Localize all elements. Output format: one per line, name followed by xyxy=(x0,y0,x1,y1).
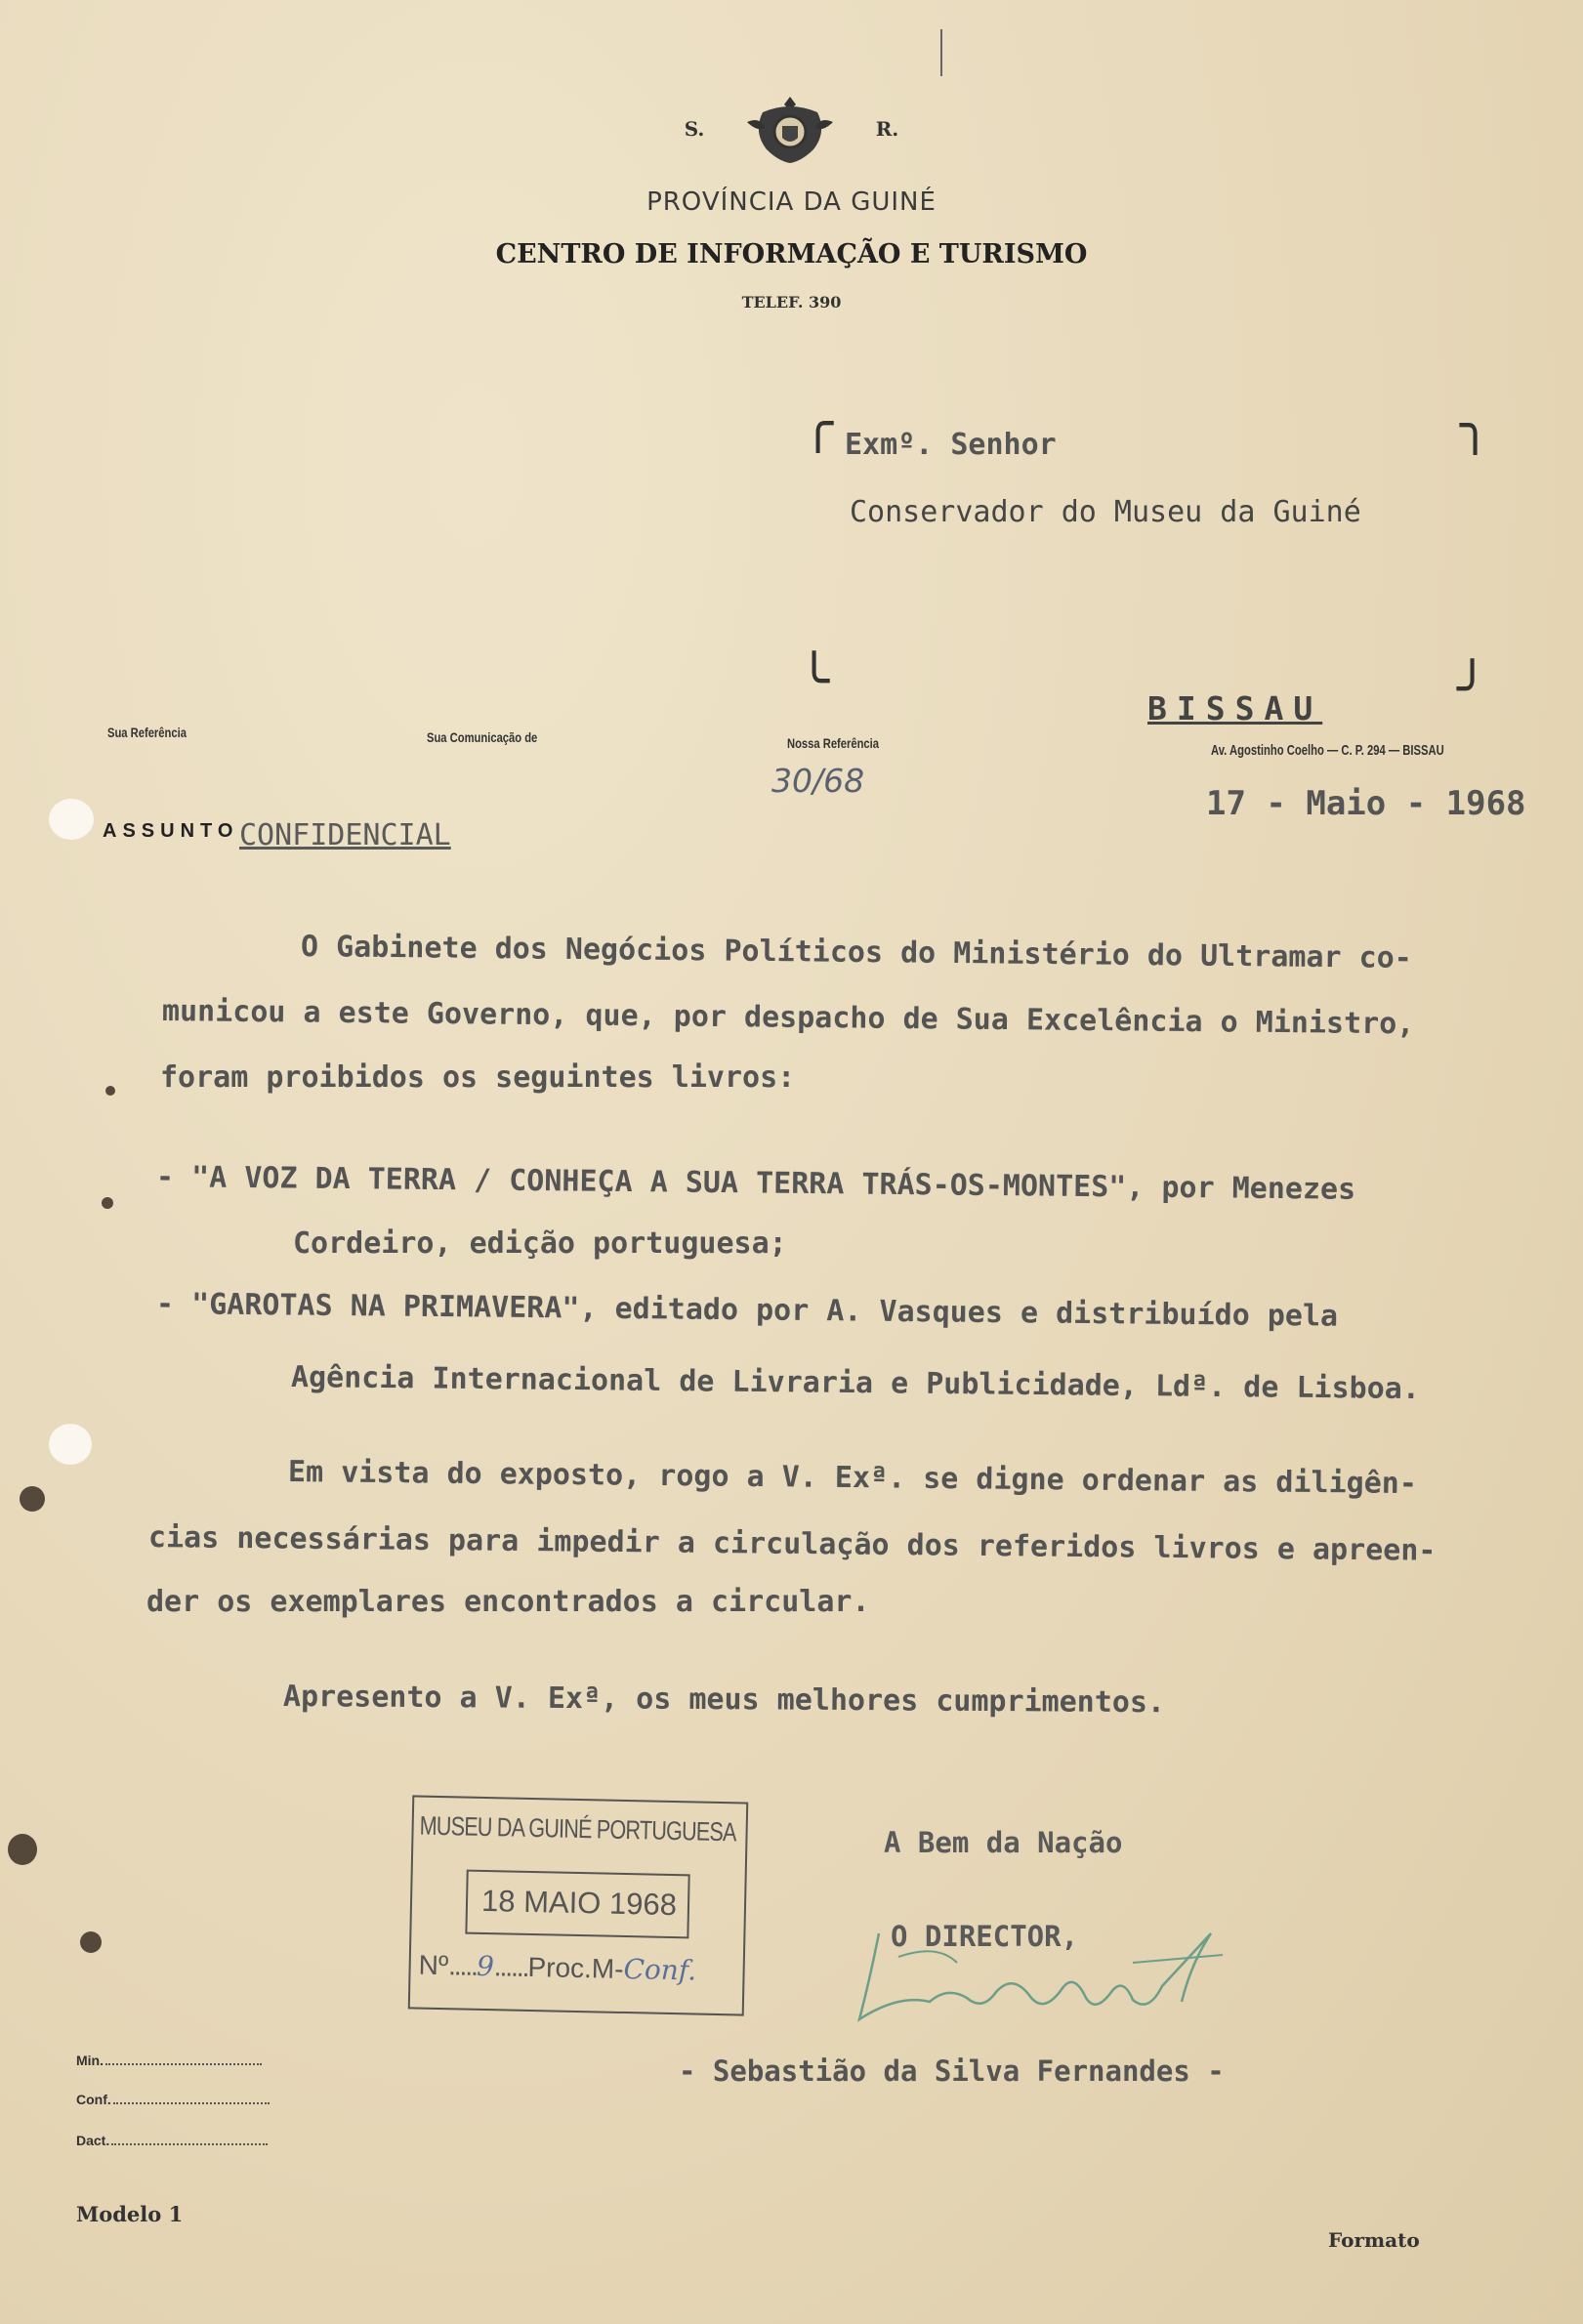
letter-s: S. xyxy=(684,117,705,141)
conf-label: Conf. xyxy=(76,2092,111,2107)
punch-hole-top xyxy=(49,799,94,840)
stain xyxy=(20,1486,45,1512)
stain xyxy=(80,1931,102,1953)
sender-address: Av. Agostinho Coelho — C. P. 294 — BISSAU xyxy=(1211,742,1444,759)
body-line: Cordeiro, edição portuguesa; xyxy=(293,1226,787,1261)
stamp-title: MUSEU DA GUINÉ PORTUGUESA xyxy=(419,1810,736,1847)
handwritten-signature xyxy=(840,1904,1230,2041)
subject-value: CONFIDENCIAL xyxy=(239,818,451,852)
nossa-referencia-label: Nossa Referência xyxy=(787,735,880,751)
city: BISSAU xyxy=(1147,689,1323,727)
body-line: der os exemplares encontrados a circular. xyxy=(146,1585,870,1619)
stain xyxy=(8,1834,37,1865)
address-window-corner: ╭ xyxy=(803,394,834,453)
closing-motto: A Bem da Nação xyxy=(884,1826,1123,1859)
letter-r: R. xyxy=(875,117,899,141)
min-field xyxy=(76,2053,262,2068)
fold-line xyxy=(940,29,942,76)
address-window-corner: ╰ xyxy=(799,652,830,711)
body-line: foram proibidos os seguintes livros: xyxy=(160,1060,796,1095)
signatory-name: - Sebastião da Silva Fernandes - xyxy=(679,2054,1225,2088)
signatory-role: O DIRECTOR, xyxy=(891,1920,1079,1953)
department-name: CENTRO DE INFORMAÇÃO E TURISMO xyxy=(495,239,1088,270)
letterhead-seal-row xyxy=(0,93,1583,165)
body-line: - "GAROTAS NA PRIMAVERA", editado por A. Vasques e distribuído pela xyxy=(155,1287,1339,1334)
sua-comunicacao-label: Sua Comunicação de xyxy=(427,729,538,745)
sua-referencia-label: Sua Referência xyxy=(107,725,187,740)
stain xyxy=(102,1197,113,1209)
body-line: - "A VOZ DA TERRA / CONHEÇA A SUA TERRA TRÁS-OS-MONTES", por Menezes xyxy=(155,1160,1356,1207)
telephone: TELEF. 390 xyxy=(741,293,842,311)
body-line: Apresento a V. Exª, os meus melhores cumprimentos. xyxy=(282,1680,1166,1721)
form-format: Formato xyxy=(1328,2228,1420,2252)
address-window-corner: ╮ xyxy=(1460,396,1491,455)
stamp-proc-label: Proc.M xyxy=(527,1951,615,1984)
museum-receipt-stamp xyxy=(408,1795,749,2015)
body-line: Agência Internacional de Livraria e Publicidade, Ldª. de Lisboa. xyxy=(290,1360,1421,1407)
stamp-date: 18 MAIO 1968 xyxy=(480,1883,678,1923)
stamp-number-row: Nº.....9......Proc.M-Conf. xyxy=(418,1949,697,1987)
nossa-referencia-value: 30/68 xyxy=(771,762,865,800)
min-label: Min. xyxy=(76,2053,104,2068)
province-name: PROVÍNCIA DA GUINÉ xyxy=(646,187,937,217)
coat-of-arms-icon xyxy=(743,93,837,165)
stamp-no-label: Nº xyxy=(418,1949,449,1981)
form-model: Modelo 1 xyxy=(76,2202,184,2226)
addressee-title: Conservador do Museu da Guiné xyxy=(850,495,1361,529)
address-window-corner: ╯ xyxy=(1457,660,1488,719)
punch-hole-middle xyxy=(49,1424,92,1465)
dact-field xyxy=(76,2133,268,2148)
body-line: cias necessárias para impedir a circulação dos referidos livros e apreen- xyxy=(147,1520,1437,1568)
body-line: Em vista do exposto, rogo a V. Exª. se digne ordenar as diligên- xyxy=(287,1455,1418,1502)
stamp-date-box xyxy=(465,1870,689,1939)
body-line: O Gabinete dos Negócios Políticos do Ministério do Ultramar co- xyxy=(300,930,1413,975)
stamp-proc-value: Conf. xyxy=(623,1952,697,1987)
body-line: municou a este Governo, que, por despacho de Sua Excelência o Ministro, xyxy=(161,994,1415,1042)
dact-label: Dact. xyxy=(76,2133,110,2148)
conf-field xyxy=(76,2092,270,2107)
subject-label: ASSUNTO xyxy=(103,820,239,842)
letter-date: 17 - Maio - 1968 xyxy=(1206,784,1526,823)
stain xyxy=(105,1086,115,1096)
stamp-no-value: 9 xyxy=(476,1949,495,1983)
addressee-salutation: Exmº. Senhor xyxy=(845,428,1057,462)
